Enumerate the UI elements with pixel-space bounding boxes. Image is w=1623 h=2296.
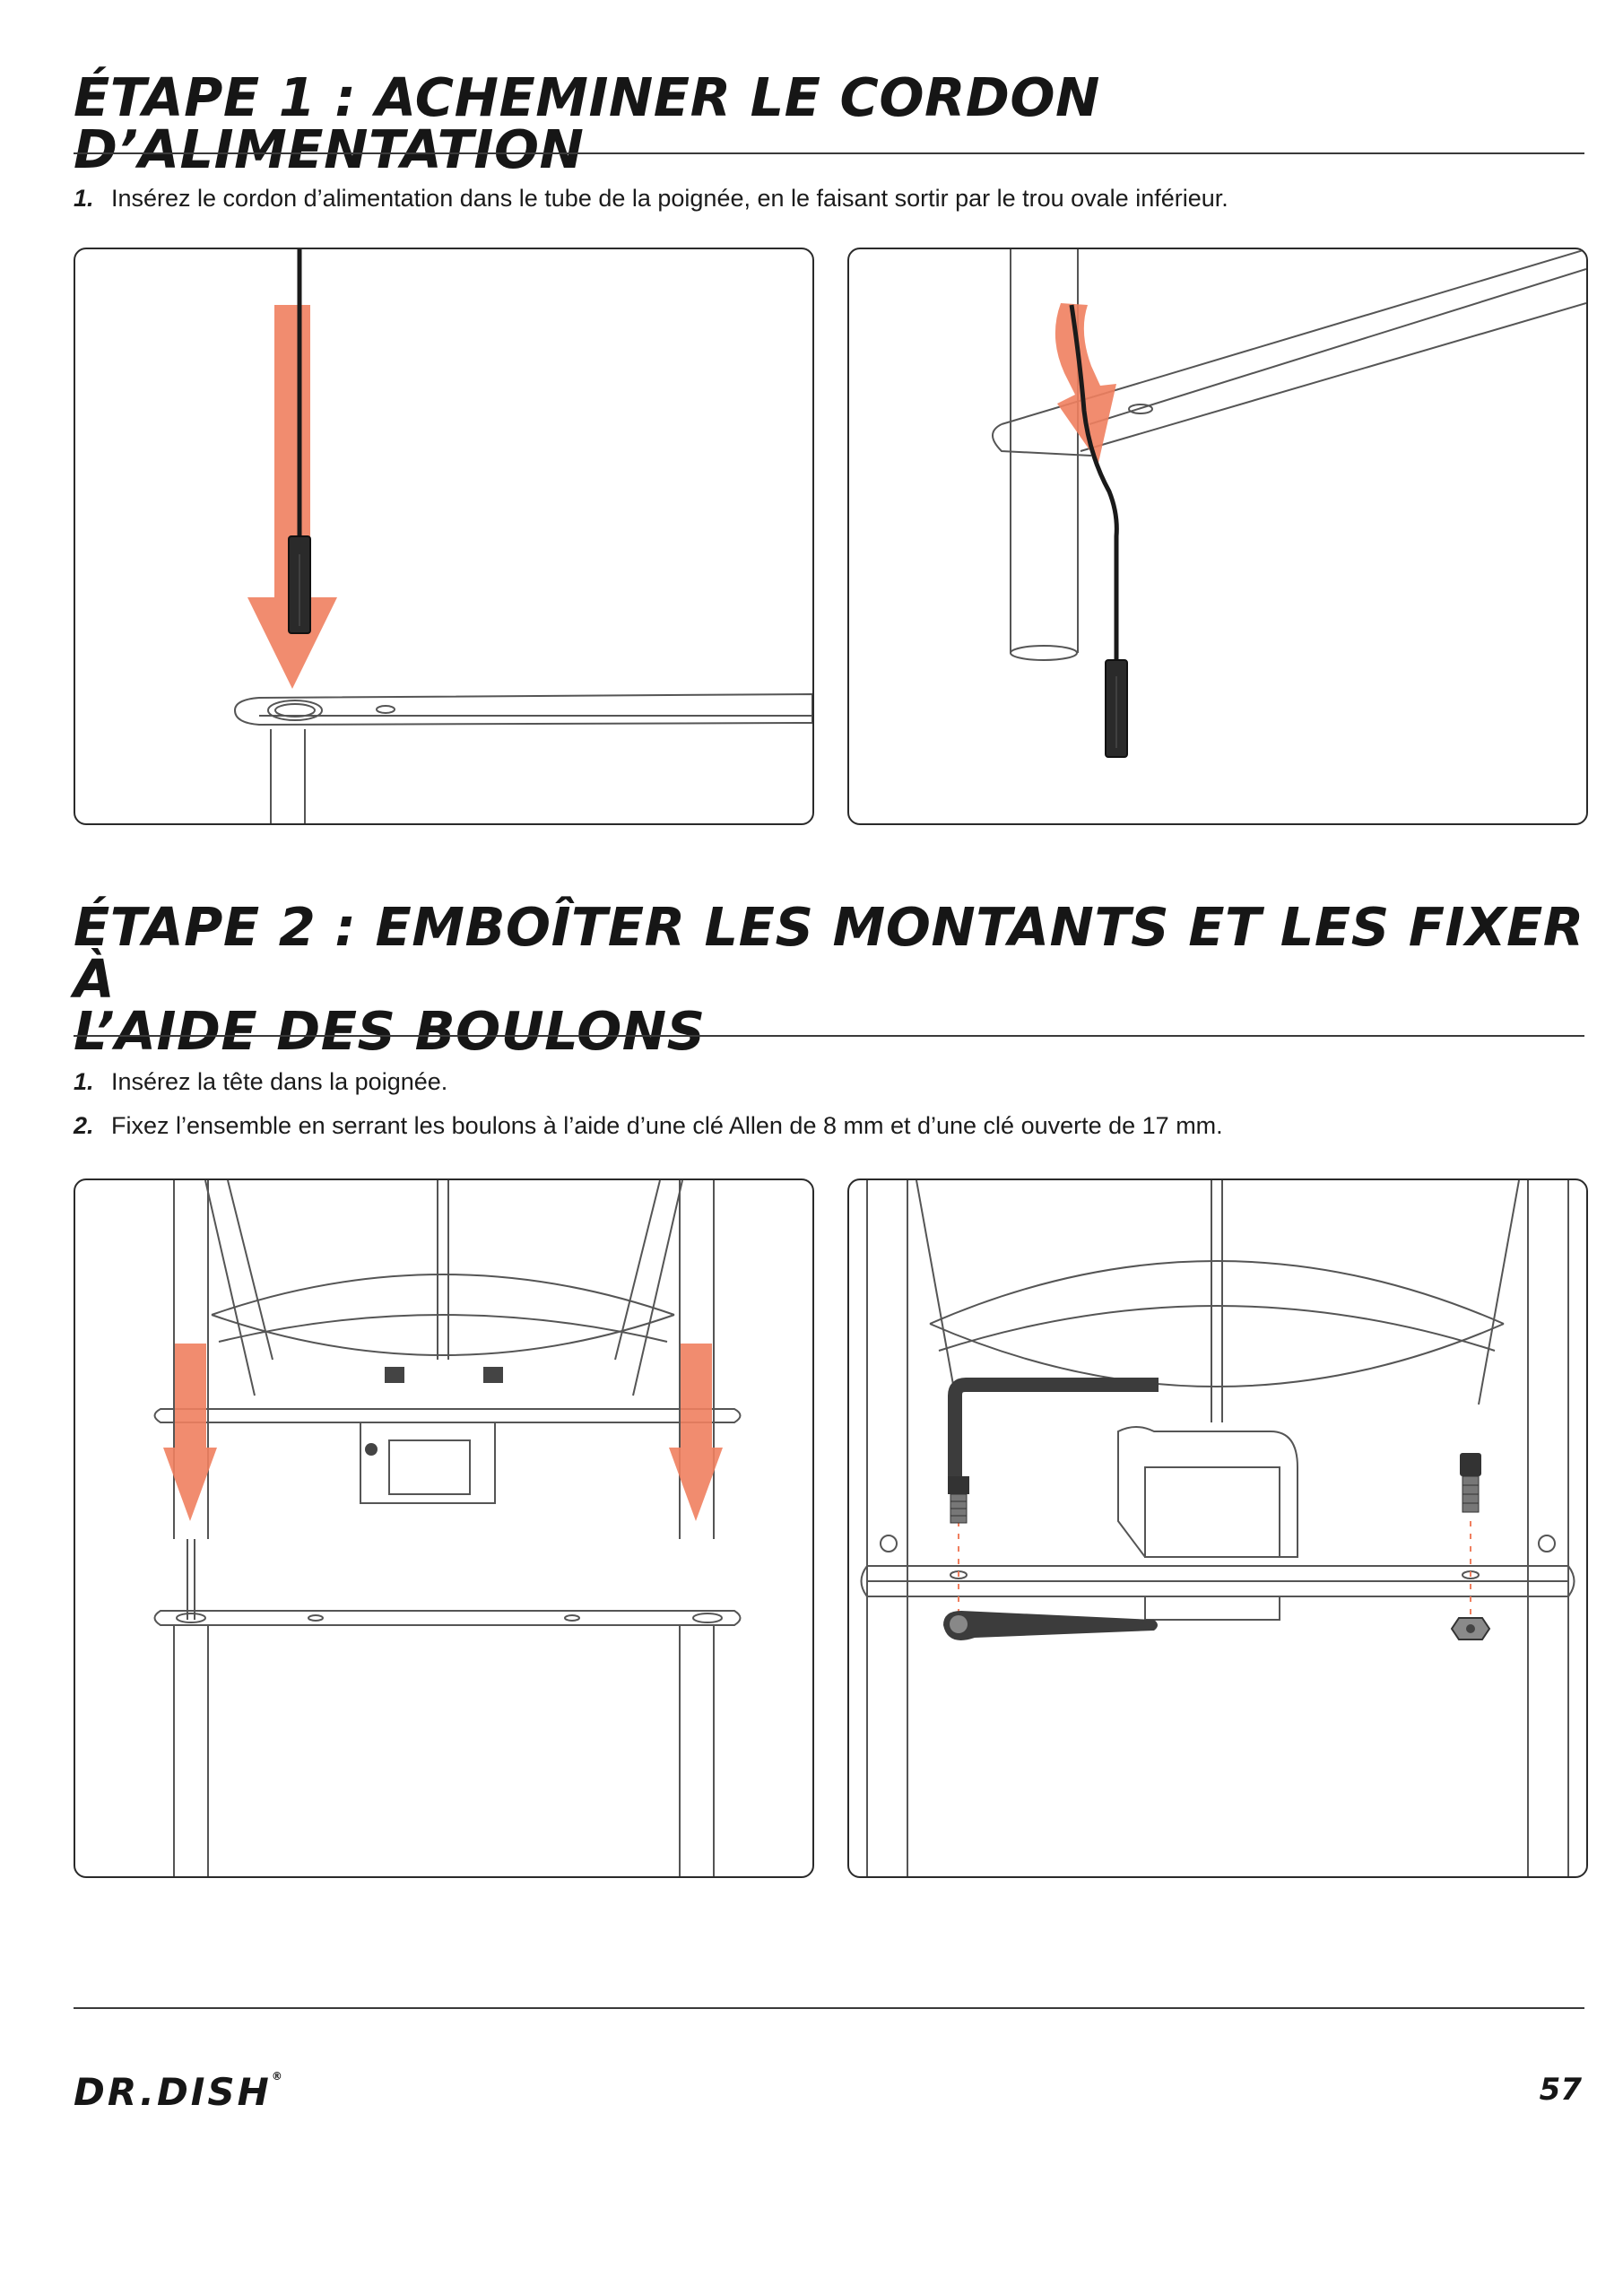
step-number: 2. [74,1112,94,1139]
page-number: 57 [1539,2072,1582,2108]
cord-insert-drawing [75,249,812,823]
step2-instruction-1 [74,1068,447,1096]
step1-title: ÉTAPE 1 : ACHEMINER LE CORDON D’ALIMENTATION [74,66,1100,180]
step2-title-line1: ÉTAPE 2 : EMBOÎTER LES MONTANTS ET LES FIXER À [74,896,1584,1010]
step2-title-line2: L’AIDE DES BOULONS [74,1000,706,1062]
brand-name: DR.DISH [74,2070,272,2114]
footer-divider [74,2007,1584,2009]
step-number: 1. [74,185,94,212]
step1-illustration-left [74,248,814,825]
step-text: Fixez l’ensemble en serrant les boulons à l’aide d’une clé Allen de 8 mm et d’une clé ouverte de 17 mm. [111,1112,1223,1139]
step2-instruction-2 [74,1112,1223,1140]
trademark-symbol: ® [271,2070,282,2083]
step1-instruction-1 [74,185,1228,213]
bolting-drawing [849,1180,1586,1876]
step2-divider [74,1035,1584,1037]
brand-logo [74,2070,282,2114]
cord-exit-drawing [849,249,1586,823]
step1-illustration-right [847,248,1588,825]
wrench-icon [943,1611,1158,1640]
nut-icon [1452,1618,1489,1639]
step-number: 1. [74,1068,94,1095]
head-insert-drawing [75,1180,812,1876]
step2-illustration-right [847,1178,1588,1878]
step1-divider [74,152,1584,154]
down-arrow-icon [1055,303,1116,463]
step2-illustration-left [74,1178,814,1878]
step2-title [74,896,1623,1062]
allen-key-icon [955,1385,1159,1476]
bolt-icon [1460,1453,1481,1512]
step-text: Insérez la tête dans la poignée. [111,1068,448,1095]
step-text: Insérez le cordon d’alimentation dans le tube de la poignée, en le faisant sortir par le trou ovale inférieur. [111,185,1228,212]
bolt-icon [948,1476,969,1523]
